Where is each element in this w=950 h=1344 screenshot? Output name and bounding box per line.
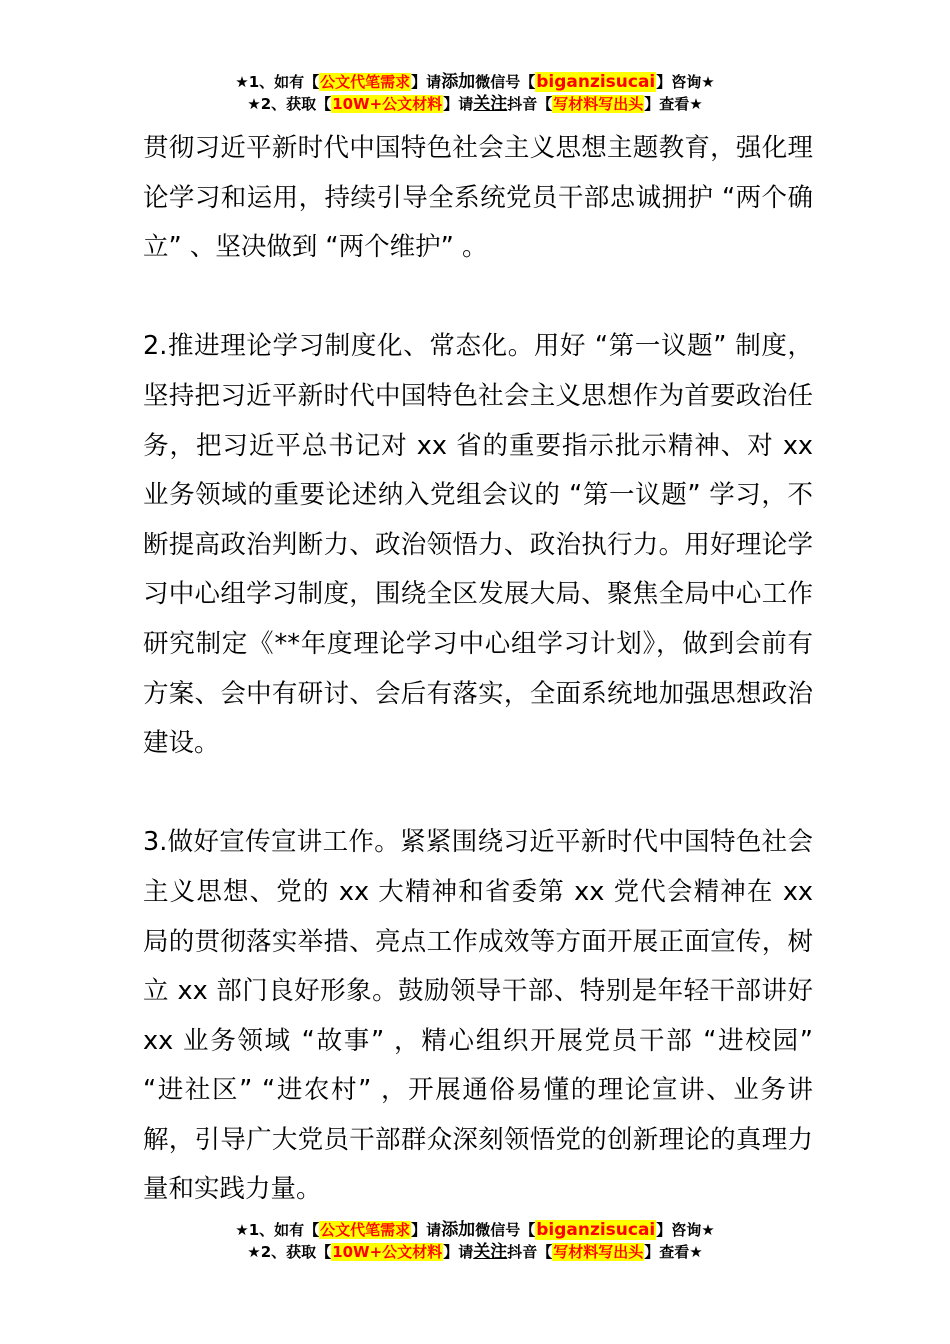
banner-text: 微信号【 xyxy=(475,73,536,91)
banner-text: ★2、获取【 xyxy=(247,1243,332,1261)
banner-text: 】请 xyxy=(443,95,474,113)
banner-text: 】请 xyxy=(411,1221,442,1239)
banner-line-2 xyxy=(0,93,950,115)
banner-line-1 xyxy=(0,71,950,93)
banner-text: 】咨询★ xyxy=(656,73,715,91)
banner-text: ★1、如有【 xyxy=(235,73,320,91)
banner-douyin-id: 写材料写出头 xyxy=(553,95,644,113)
banner-wechat-id: biganzisucai xyxy=(536,1220,656,1240)
banner-text: 抖音【 xyxy=(507,1243,553,1261)
banner-text: 】请 xyxy=(443,1243,474,1261)
paragraph-gap xyxy=(143,769,813,819)
banner-text: ★1、如有【 xyxy=(235,1221,320,1239)
header-banner xyxy=(0,71,950,115)
footer-banner xyxy=(0,1219,950,1263)
banner-text: 】咨询★ xyxy=(656,1221,715,1239)
banner-text: 】请 xyxy=(411,73,442,91)
paragraph-3: 3.做好宣传宣讲工作。紧紧围绕习近平新时代中国特色社会主义思想、党的 xx 大精神和省委第 xx 党代会精神在 xx 局的贯彻落实举措、亮点工作成效等方面开展正面宣传，树立 xx 部门良好形象。鼓励领导干部、特别是年轻干部讲好 xx 业务领域 “故事” ，精心组织开展党员干部 “进校园” “进社区” “进农村” ，开展通俗易懂的理论宣讲、业务讲解，引导广大党员干部群众深刻领悟党的创新理论的真理力量和实践力量。 xyxy=(143,827,813,1205)
banner-text: 抖音【 xyxy=(507,95,553,113)
banner-highlight: 10W+公文材料 xyxy=(332,1243,443,1261)
banner-text: ★2、获取【 xyxy=(247,95,332,113)
document-body xyxy=(143,124,813,1215)
banner-line-2 xyxy=(0,1241,950,1263)
paragraph-1: 贯彻习近平新时代中国特色社会主义思想主题教育，强化理论学习和运用，持续引导全系统党员干部忠诚拥护 “两个确立” 、坚决做到 “两个维护” 。 xyxy=(143,133,813,263)
banner-text: 】查看★ xyxy=(644,1243,703,1261)
banner-highlight: 公文代笔需求 xyxy=(320,1221,411,1239)
banner-text: 微信号【 xyxy=(475,1221,536,1239)
banner-highlight: 10W+公文材料 xyxy=(332,95,443,113)
banner-wechat-id: biganzisucai xyxy=(536,72,656,92)
banner-highlight: 公文代笔需求 xyxy=(320,73,411,91)
banner-emphasis: 关注 xyxy=(473,1242,508,1262)
banner-emphasis: 关注 xyxy=(473,94,508,114)
paragraph-2: 2.推进理论学习制度化、常态化。用好 “第一议题” 制度，坚持把习近平新时代中国特色社会主义思想作为首要政治任务，把习近平总书记对 xx 省的重要指示批示精神、对 xx 业务领域的重要论述纳入党组会议的 “第一议题” 学习，不断提高政治判断力、政治领悟力、政治执行力。用好理论学习中心组学习制度，围绕全区发展大局、聚焦全局中心工作研究制定《**年度理论学习中心组学习计划》，做到会前有方案、会中有研讨、会后有落实，全面系统地加强思想政治建设。 xyxy=(143,331,813,759)
banner-douyin-id: 写材料写出头 xyxy=(553,1243,644,1261)
banner-emphasis: 添加 xyxy=(441,1220,476,1240)
banner-line-1 xyxy=(0,1219,950,1241)
banner-emphasis: 添加 xyxy=(441,72,476,92)
banner-text: 】查看★ xyxy=(644,95,703,113)
paragraph-gap xyxy=(143,273,813,323)
